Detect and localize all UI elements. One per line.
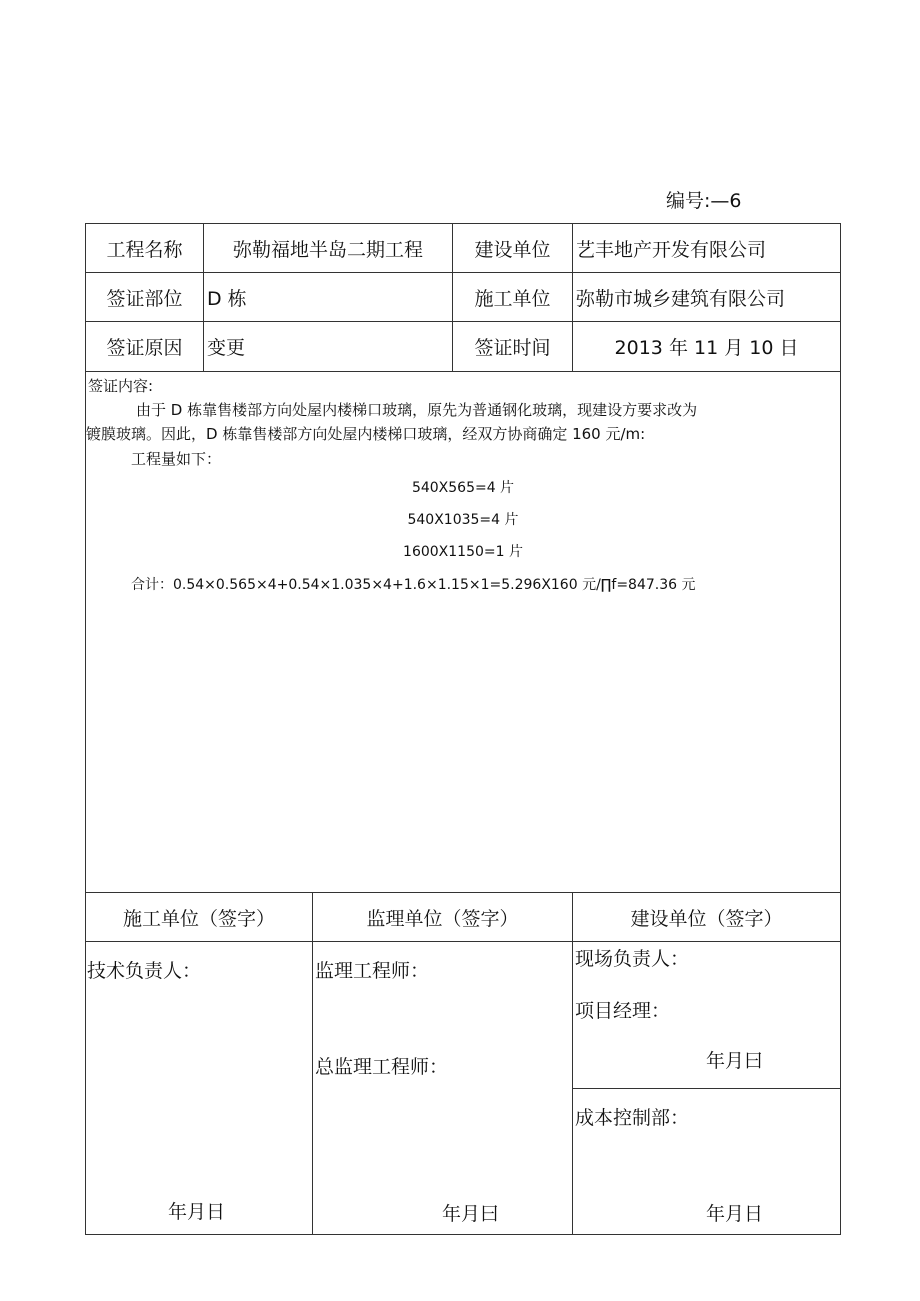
content-paragraph-line2: 镀膜玻璃。因此，D 栋靠售楼部方向处屋内楼梯口玻璃，经双方协商确定 160 元/m: — [86, 425, 646, 443]
supervision-date: 年月曰 — [442, 1203, 500, 1225]
visa-location-value: D 栋 — [207, 287, 247, 310]
owner-date-bottom: 年月日 — [706, 1203, 764, 1225]
visa-location-label: 签证部位 — [106, 287, 183, 310]
quantity-label: 工程量如下： — [131, 450, 222, 468]
tech-lead-label: 技术负责人： — [87, 960, 202, 982]
serial-number: 编号:—6 — [666, 190, 742, 212]
visa-date-label: 签证时间 — [474, 337, 551, 359]
cost-control-label: 成本控制部： — [575, 1107, 690, 1129]
project-name-value: 弥勒福地半岛二期工程 — [232, 238, 423, 261]
quantity-item: 1600X1150=1 片 — [403, 544, 523, 560]
content-heading: 签证内容: — [88, 377, 154, 395]
supervising-engineer-label: 监理工程师： — [315, 960, 430, 982]
contractor-label: 施工单位 — [474, 287, 551, 310]
supervision-signature-header: 监理单位（签字） — [366, 907, 519, 930]
owner-date-top: 年月曰 — [706, 1050, 764, 1072]
project-name-label: 工程名称 — [106, 238, 183, 261]
project-manager-label: 项目经理： — [575, 1000, 671, 1022]
quantity-item: 540X565=4 片 — [411, 480, 515, 496]
contractor-value: 弥勒市城乡建筑有限公司 — [576, 287, 786, 310]
site-lead-label: 现场负责人： — [575, 948, 690, 970]
content-paragraph-line1: 由于 D 栋靠售楼部方向处屋内楼梯口玻璃，原先为普通钢化玻璃，现建设方要求改为 — [136, 401, 698, 419]
chief-supervising-engineer-label: 总监理工程师： — [315, 1056, 449, 1078]
owner-unit-value: 艺丰地产开发有限公司 — [576, 238, 767, 261]
owner-signature-header: 建设单位（签字） — [630, 907, 783, 930]
construction-date: 年月日 — [168, 1201, 226, 1223]
construction-signature-header: 施工单位（签字） — [122, 907, 275, 930]
visa-reason-value: 变更 — [207, 337, 246, 359]
visa-date-value: 2013 年 11 月 10 日 — [614, 337, 799, 359]
quantity-item: 540X1035=4 片 — [407, 512, 519, 528]
total-calculation: 合计：0.54×0.565×4+0.54×1.035×4+1.6×1.15×1=5.296X160 元/∏f=847.36 元 — [131, 577, 696, 593]
owner-unit-label: 建设单位 — [474, 238, 551, 261]
visa-reason-label: 签证原因 — [106, 337, 183, 359]
